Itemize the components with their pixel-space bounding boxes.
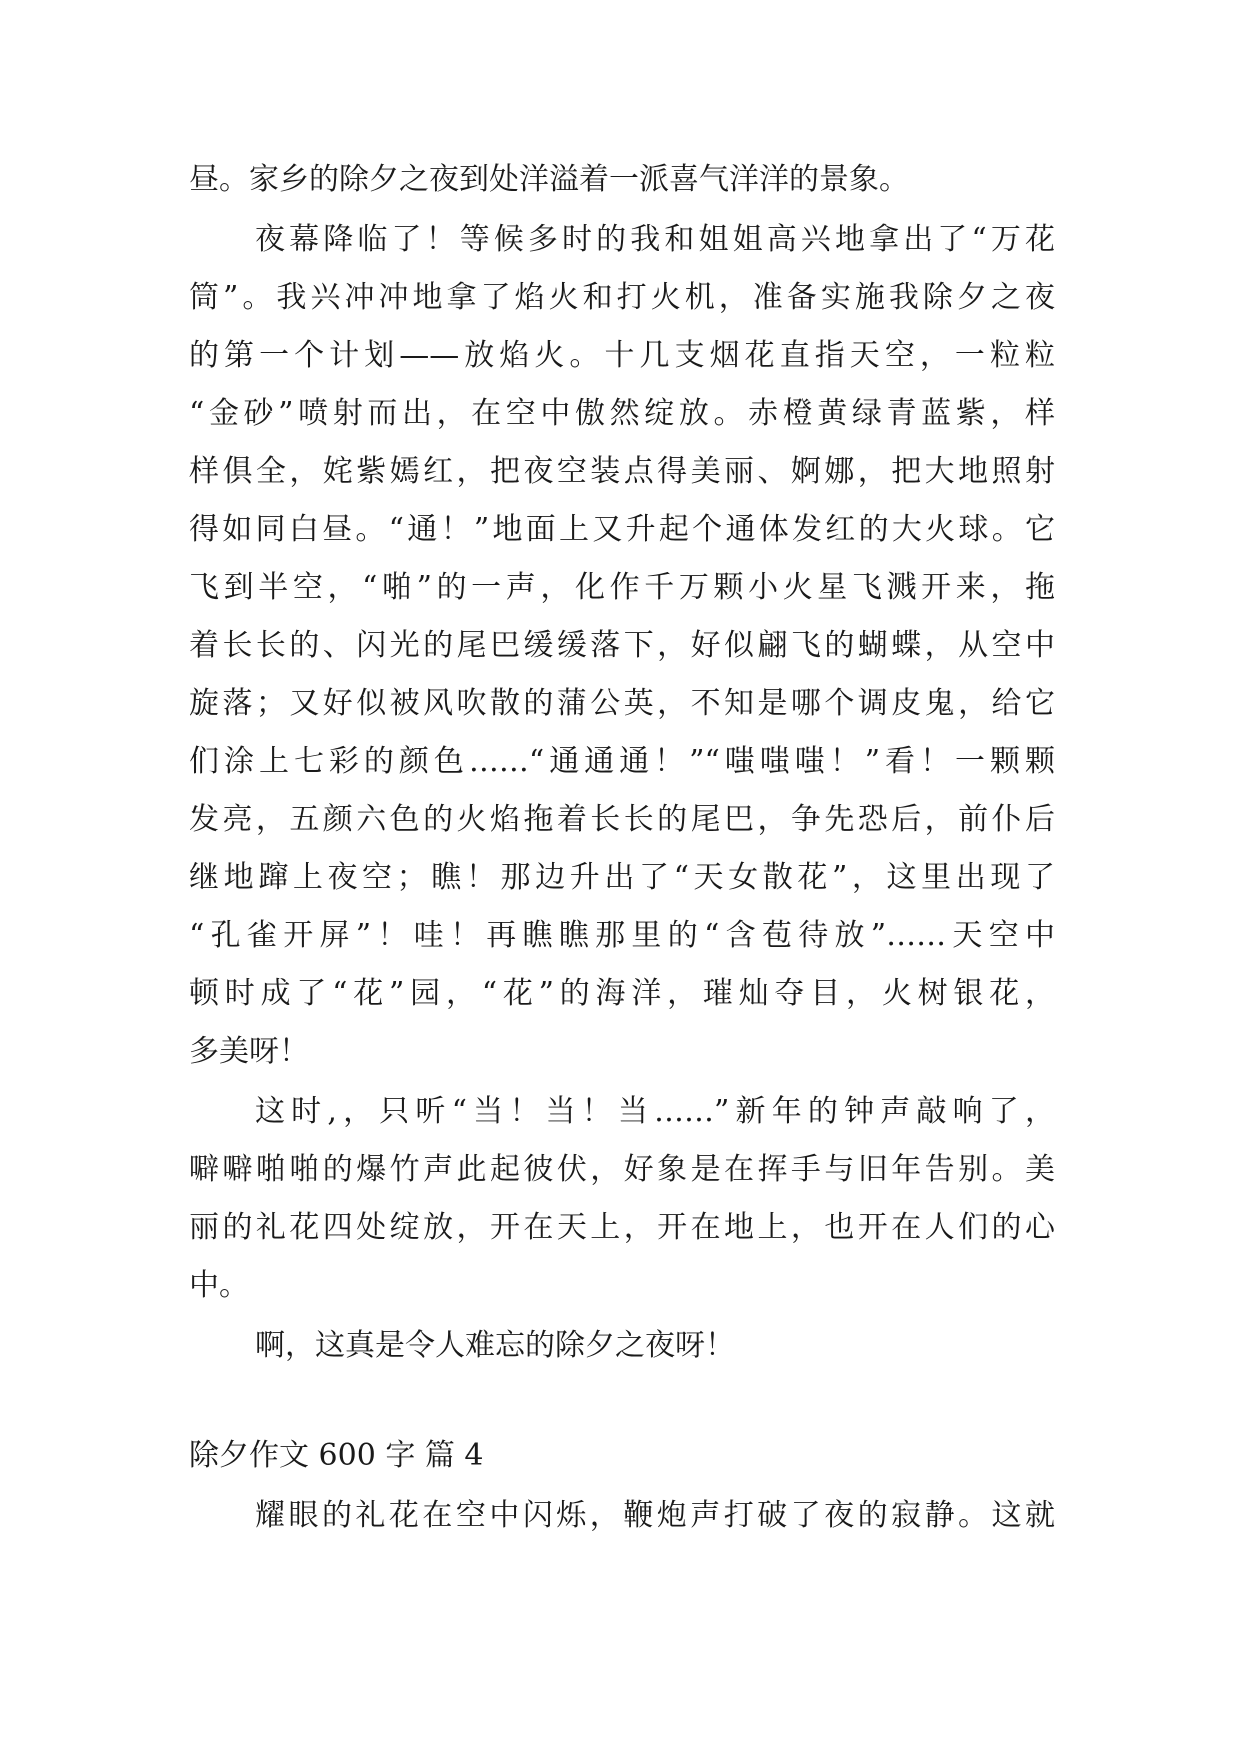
- paragraph-line: 的第一个计划——放焰火。十几支烟花直指天空，一粒粒: [189, 338, 1055, 373]
- paragraph-line: 啊，这真是令人难忘的除夕之夜呀！: [255, 1328, 735, 1363]
- paragraph-line: 旋落；又好似被风吹散的蒲公英，不知是哪个调皮鬼，给它: [189, 686, 1055, 721]
- paragraph-line: 昼。家乡的除夕之夜到处洋溢着一派喜气洋洋的景象。: [189, 162, 909, 197]
- paragraph-line: 们涂上七彩的颜色……“通通通！”“嗤嗤嗤！”看！一颗颗: [189, 744, 1055, 779]
- paragraph-line: 飞到半空，“啪”的一声，化作千万颗小火星飞溅开来，拖: [189, 570, 1055, 605]
- paragraph-line: 夜幕降临了！等候多时的我和姐姐高兴地拿出了“万花: [255, 222, 1055, 257]
- paragraph-line: 筒”。我兴冲冲地拿了焰火和打火机，准备实施我除夕之夜: [189, 280, 1055, 315]
- paragraph-line: “孔雀开屏”！哇！再瞧瞧那里的“含苞待放”……天空中: [189, 918, 1055, 953]
- section-heading: 除夕作文 600 字 篇 4: [189, 1438, 484, 1473]
- paragraph-line: 噼噼啪啪的爆竹声此起彼伏，好象是在挥手与旧年告别。美: [189, 1152, 1055, 1187]
- paragraph-line: 继地蹿上夜空；瞧！那边升出了“天女散花”，这里出现了: [189, 860, 1055, 895]
- paragraph-line: 样俱全，姹紫嫣红，把夜空装点得美丽、婀娜，把大地照射: [189, 454, 1055, 489]
- paragraph-line: 耀眼的礼花在空中闪烁，鞭炮声打破了夜的寂静。这就: [255, 1498, 1055, 1533]
- paragraph-line: “金砂”喷射而出，在空中傲然绽放。赤橙黄绿青蓝紫，样: [189, 396, 1055, 431]
- paragraph-line: 这时,，只听“当！当！当……”新年的钟声敲响了，: [255, 1094, 1055, 1129]
- paragraph-line: 丽的礼花四处绽放，开在天上，开在地上，也开在人们的心: [189, 1210, 1055, 1245]
- paragraph-line: 着长长的、闪光的尾巴缓缓落下，好似翩飞的蝴蝶，从空中: [189, 628, 1055, 663]
- paragraph-line: 得如同白昼。“通！”地面上又升起个通体发红的大火球。它: [189, 512, 1055, 547]
- paragraph-line: 多美呀！: [189, 1034, 309, 1069]
- paragraph-line: 中。: [189, 1268, 249, 1303]
- paragraph-line: 发亮，五颜六色的火焰拖着长长的尾巴，争先恐后，前仆后: [189, 802, 1055, 837]
- paragraph-line: 顿时成了“花”园，“花”的海洋，璀灿夺目，火树银花，: [189, 976, 1055, 1011]
